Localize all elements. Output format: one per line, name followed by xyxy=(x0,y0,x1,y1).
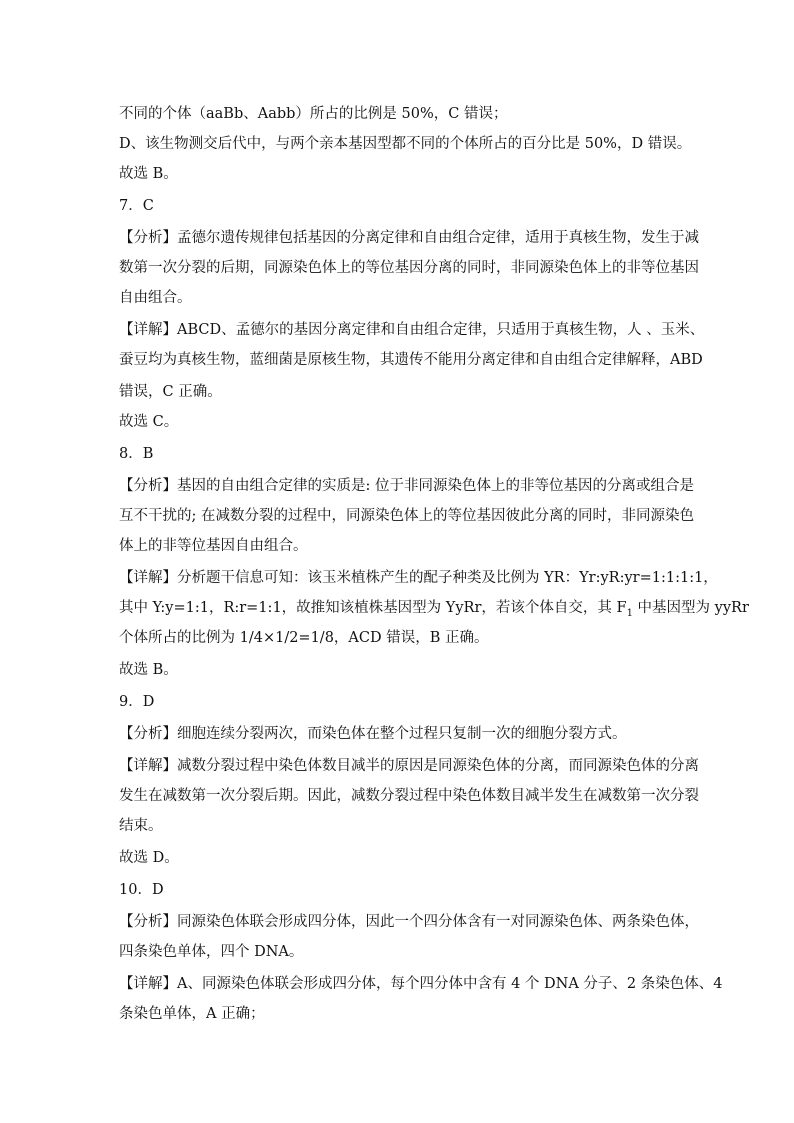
text-segment: 中基因型为 yyRr xyxy=(632,600,749,616)
question-number: 8．B xyxy=(119,446,154,462)
text-line: 蚕豆均为真核生物，蓝细菌是原核生物，其遗传不能用分离定律和自由组合定律解释，ABD xyxy=(119,352,703,368)
explanation-line: 【详解】分析题干信息可知：该玉米植株产生的配子种类及比例为 YR：Yr:yR:yr=1:1:1:1， xyxy=(119,570,718,586)
explanation-line: 【详解】ABCD、孟德尔的基因分离定律和自由组合定律，只适用于真核生物，人 、玉米、 xyxy=(119,322,705,338)
question-number: 10．D xyxy=(119,882,164,898)
text-line: 故选 B。 xyxy=(119,662,178,678)
explanation-line: 【详解】A、同源染色体联会形成四分体，每个四分体中含有 4 个 DNA 分子、2 条染色体、4 xyxy=(119,976,723,992)
analysis-line: 【分析】基因的自由组合定律的实质是: 位于非同源染色体上的非等位基因的分离或组合是 xyxy=(119,478,694,494)
analysis-line: 【分析】同源染色体联会形成四分体，因此一个四分体含有一对同源染色体、两条染色体， xyxy=(119,914,699,930)
text-line: 条染色单体，A 正确； xyxy=(119,1006,265,1022)
text-line: 不同的个体（aaBb、Aabb）所占的比例是 50%，C 错误； xyxy=(119,106,508,122)
analysis-line: 【分析】细胞连续分裂两次，而染色体在整个过程只复制一次的细胞分裂方式。 xyxy=(119,726,627,742)
text-line: D、该生物测交后代中，与两个亲本基因型都不同的个体所占的百分比是 50%，D 错误。 xyxy=(119,136,692,152)
text-line: 数第一次分裂的后期，同源染色体上的等位基因分离的同时，非同源染色体上的非等位基因 xyxy=(119,260,699,276)
text-segment: 其中 Y:y=1:1，R:r=1:1，故推知该植株基因型为 YyRr，若该个体自交，其 F xyxy=(119,600,627,616)
question-number: 7．C xyxy=(119,198,154,214)
text-line: 自由组合。 xyxy=(119,290,192,306)
analysis-line: 【分析】孟德尔遗传规律包括基因的分离定律和自由组合定律，适用于真核生物，发生于减 xyxy=(119,230,699,246)
text-line: 错误，C 正确。 xyxy=(119,384,222,400)
text-line: 结束。 xyxy=(119,818,163,834)
text-line: 故选 C。 xyxy=(119,414,179,430)
text-line: 四条染色单体，四个 DNA。 xyxy=(119,944,304,960)
text-line: 故选 B。 xyxy=(119,166,178,182)
text-line: 互不干扰的; 在减数分裂的过程中，同源染色体上的等位基因彼此分离的同时，非同源染色 xyxy=(119,508,694,524)
question-number: 9．D xyxy=(119,694,155,710)
text-line: 体上的非等位基因自由组合。 xyxy=(119,538,308,554)
explanation-line: 【详解】减数分裂过程中染色体数目减半的原因是同源染色体的分离，而同源染色体的分离 xyxy=(119,758,699,774)
text-line: 发生在减数第一次分裂后期。因此，减数分裂过程中染色体数目减半发生在减数第一次分裂 xyxy=(119,788,699,804)
text-line-with-subscript xyxy=(119,598,749,619)
subscript: 1 xyxy=(626,607,633,619)
text-line: 故选 D。 xyxy=(119,850,179,866)
text-line: 个体所占的比例为 1/4×1/2=1/8，ACD 错误，B 正确。 xyxy=(119,630,489,646)
